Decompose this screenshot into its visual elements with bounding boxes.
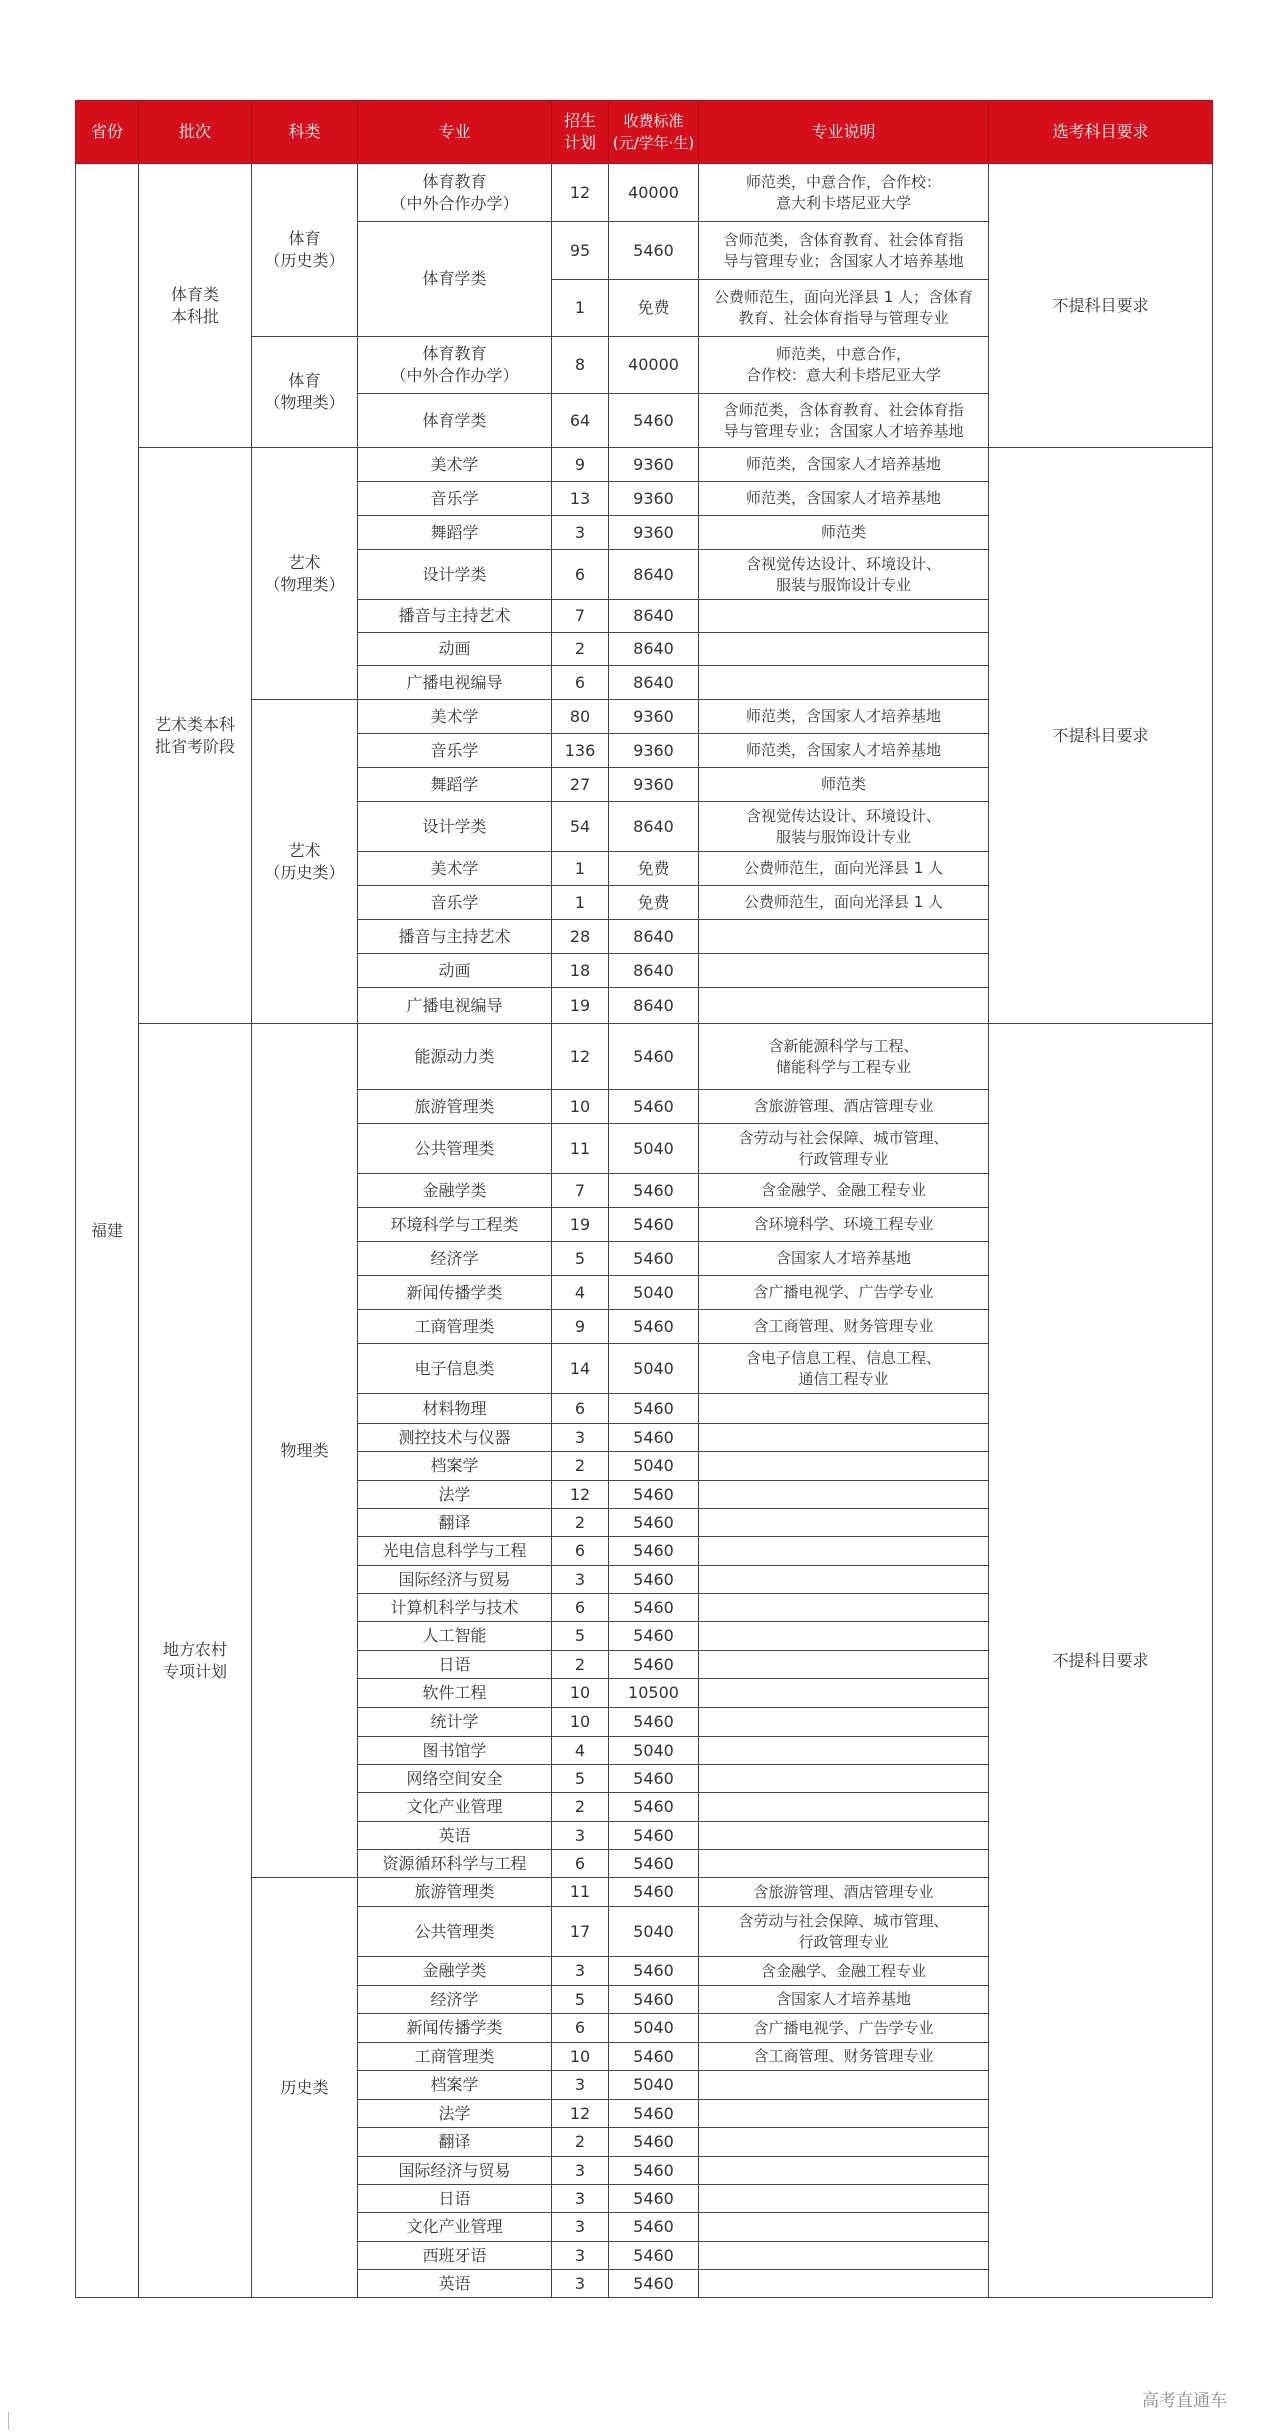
note-cell bbox=[699, 1509, 989, 1537]
fee-cell: 5040 bbox=[609, 1737, 699, 1765]
note-cell bbox=[699, 2128, 989, 2157]
plan-cell: 6 bbox=[552, 1537, 609, 1566]
note-cell: 含新能源科学与工程、 储能科学与工程专业 bbox=[699, 1024, 989, 1090]
category-cell: 历史类 bbox=[252, 1878, 358, 2298]
header-category: 科类 bbox=[252, 101, 358, 164]
fee-cell: 5460 bbox=[609, 2185, 699, 2213]
plan-cell: 54 bbox=[552, 802, 609, 852]
fee-cell: 5460 bbox=[609, 1622, 699, 1651]
note-cell bbox=[699, 1765, 989, 1793]
requirement-cell: 不提科目要求 bbox=[989, 448, 1213, 1024]
major-cell: 经济学 bbox=[358, 1986, 552, 2014]
fee-cell: 5460 bbox=[609, 1310, 699, 1344]
major-cell: 测控技术与仪器 bbox=[358, 1424, 552, 1452]
edge-mark bbox=[8, 2412, 9, 2430]
fee-cell: 8640 bbox=[609, 550, 699, 600]
plan-cell: 4 bbox=[552, 1737, 609, 1765]
fee-cell: 5040 bbox=[609, 2014, 699, 2043]
note-cell bbox=[699, 1737, 989, 1765]
plan-cell: 6 bbox=[552, 1594, 609, 1622]
plan-cell: 13 bbox=[552, 482, 609, 516]
major-cell: 广播电视编导 bbox=[358, 666, 552, 700]
major-cell: 设计学类 bbox=[358, 802, 552, 852]
plan-cell: 7 bbox=[552, 600, 609, 633]
plan-cell: 10 bbox=[552, 1090, 609, 1124]
note-cell bbox=[699, 2100, 989, 2128]
plan-cell: 12 bbox=[552, 1481, 609, 1509]
table-body bbox=[76, 164, 1213, 2298]
plan-cell: 12 bbox=[552, 164, 609, 222]
plan-cell: 2 bbox=[552, 633, 609, 666]
plan-cell: 9 bbox=[552, 448, 609, 482]
fee-cell: 8640 bbox=[609, 666, 699, 700]
major-cell: 光电信息科学与工程 bbox=[358, 1537, 552, 1566]
major-cell: 旅游管理类 bbox=[358, 1878, 552, 1907]
plan-cell: 136 bbox=[552, 734, 609, 768]
fee-cell: 5460 bbox=[609, 2270, 699, 2298]
fee-cell: 5460 bbox=[609, 2100, 699, 2128]
fee-cell: 5460 bbox=[609, 2213, 699, 2242]
plan-cell: 3 bbox=[552, 2213, 609, 2242]
plan-cell: 12 bbox=[552, 2100, 609, 2128]
major-cell: 英语 bbox=[358, 2270, 552, 2298]
major-cell: 音乐学 bbox=[358, 886, 552, 920]
header-requirement: 选考科目要求 bbox=[989, 101, 1213, 164]
plan-cell: 6 bbox=[552, 1394, 609, 1424]
note-cell bbox=[699, 1594, 989, 1622]
fee-cell: 5460 bbox=[609, 1481, 699, 1509]
plan-cell: 3 bbox=[552, 1957, 609, 1986]
major-cell: 体育教育 （中外合作办学） bbox=[358, 337, 552, 394]
major-cell: 翻译 bbox=[358, 2128, 552, 2157]
fee-cell: 5040 bbox=[609, 1907, 699, 1957]
plan-cell: 2 bbox=[552, 1509, 609, 1537]
major-cell: 经济学 bbox=[358, 1242, 552, 1276]
note-cell bbox=[699, 1679, 989, 1708]
note-cell: 含电子信息工程、信息工程、 通信工程专业 bbox=[699, 1344, 989, 1394]
plan-cell: 3 bbox=[552, 2242, 609, 2270]
major-cell: 文化产业管理 bbox=[358, 2213, 552, 2242]
note-cell: 含师范类，含体育教育、社会体育指 导与管理专业；含国家人才培养基地 bbox=[699, 222, 989, 280]
note-cell: 师范类，含国家人才培养基地 bbox=[699, 448, 989, 482]
major-cell: 能源动力类 bbox=[358, 1024, 552, 1090]
plan-cell: 5 bbox=[552, 1622, 609, 1651]
major-cell: 体育学类 bbox=[358, 222, 552, 337]
major-cell: 金融学类 bbox=[358, 1957, 552, 1986]
fee-cell: 8640 bbox=[609, 633, 699, 666]
major-cell: 舞蹈学 bbox=[358, 768, 552, 802]
plan-cell: 95 bbox=[552, 222, 609, 280]
fee-cell: 5460 bbox=[609, 1822, 699, 1850]
major-cell: 翻译 bbox=[358, 1509, 552, 1537]
note-cell bbox=[699, 920, 989, 954]
note-cell bbox=[699, 2213, 989, 2242]
plan-cell: 6 bbox=[552, 666, 609, 700]
plan-cell: 17 bbox=[552, 1907, 609, 1957]
plan-cell: 12 bbox=[552, 1024, 609, 1090]
note-cell bbox=[699, 2185, 989, 2213]
plan-cell: 3 bbox=[552, 2071, 609, 2100]
fee-cell: 5460 bbox=[609, 1765, 699, 1793]
major-cell: 国际经济与贸易 bbox=[358, 1566, 552, 1594]
fee-cell: 5460 bbox=[609, 1537, 699, 1566]
plan-cell: 3 bbox=[552, 1822, 609, 1850]
note-cell: 公费师范生，面向光泽县 1 人；含体育 教育、社会体育指导与管理专业 bbox=[699, 280, 989, 337]
fee-cell: 40000 bbox=[609, 337, 699, 394]
note-cell bbox=[699, 2242, 989, 2270]
major-cell: 音乐学 bbox=[358, 734, 552, 768]
fee-cell: 10500 bbox=[609, 1679, 699, 1708]
major-cell: 美术学 bbox=[358, 852, 552, 886]
plan-cell: 1 bbox=[552, 852, 609, 886]
major-cell: 英语 bbox=[358, 1822, 552, 1850]
table-row bbox=[76, 448, 1213, 482]
note-cell bbox=[699, 1537, 989, 1566]
note-cell: 含环境科学、环境工程专业 bbox=[699, 1208, 989, 1242]
category-cell: 艺术 （物理类） bbox=[252, 448, 358, 700]
plan-cell: 10 bbox=[552, 1679, 609, 1708]
note-cell: 含劳动与社会保障、城市管理、 行政管理专业 bbox=[699, 1907, 989, 1957]
note-cell bbox=[699, 1481, 989, 1509]
note-cell bbox=[699, 633, 989, 666]
major-cell: 国际经济与贸易 bbox=[358, 2157, 552, 2185]
major-cell: 舞蹈学 bbox=[358, 516, 552, 550]
plan-cell: 1 bbox=[552, 886, 609, 920]
batch-cell: 体育类 本科批 bbox=[139, 164, 252, 448]
major-cell: 体育学类 bbox=[358, 394, 552, 448]
plan-cell: 14 bbox=[552, 1344, 609, 1394]
note-cell: 师范类 bbox=[699, 516, 989, 550]
plan-cell: 2 bbox=[552, 1651, 609, 1679]
major-cell: 新闻传播学类 bbox=[358, 2014, 552, 2043]
fee-cell: 5460 bbox=[609, 1651, 699, 1679]
note-cell: 公费师范生，面向光泽县 1 人 bbox=[699, 852, 989, 886]
plan-cell: 3 bbox=[552, 2185, 609, 2213]
note-cell: 含劳动与社会保障、城市管理、 行政管理专业 bbox=[699, 1124, 989, 1174]
major-cell: 档案学 bbox=[358, 2071, 552, 2100]
major-cell: 电子信息类 bbox=[358, 1344, 552, 1394]
note-cell: 公费师范生，面向光泽县 1 人 bbox=[699, 886, 989, 920]
fee-cell: 5040 bbox=[609, 1124, 699, 1174]
plan-cell: 10 bbox=[552, 2043, 609, 2071]
major-cell: 美术学 bbox=[358, 700, 552, 734]
category-cell: 物理类 bbox=[252, 1024, 358, 1878]
note-cell: 含旅游管理、酒店管理专业 bbox=[699, 1090, 989, 1124]
plan-cell: 6 bbox=[552, 2014, 609, 2043]
fee-cell: 5460 bbox=[609, 1957, 699, 1986]
note-cell: 师范类，中意合作，合作校： 意大利卡塔尼亚大学 bbox=[699, 164, 989, 222]
major-cell: 公共管理类 bbox=[358, 1124, 552, 1174]
header-fee: 收费标准 (元/学年·生) bbox=[609, 101, 699, 164]
major-cell: 播音与主持艺术 bbox=[358, 600, 552, 633]
watermark: 高考直通车 bbox=[1142, 2391, 1227, 2411]
fee-cell: 9360 bbox=[609, 768, 699, 802]
major-cell: 法学 bbox=[358, 2100, 552, 2128]
batch-cell: 地方农村 专项计划 bbox=[139, 1024, 252, 2298]
plan-cell: 19 bbox=[552, 988, 609, 1024]
note-cell: 含国家人才培养基地 bbox=[699, 1242, 989, 1276]
header-note: 专业说明 bbox=[699, 101, 989, 164]
plan-cell: 2 bbox=[552, 2128, 609, 2157]
fee-cell: 8640 bbox=[609, 802, 699, 852]
fee-cell: 5460 bbox=[609, 1594, 699, 1622]
fee-cell: 免费 bbox=[609, 852, 699, 886]
major-cell: 人工智能 bbox=[358, 1622, 552, 1651]
fee-cell: 5460 bbox=[609, 1242, 699, 1276]
plan-cell: 10 bbox=[552, 1708, 609, 1737]
note-cell bbox=[699, 2270, 989, 2298]
major-cell: 设计学类 bbox=[358, 550, 552, 600]
fee-cell: 5460 bbox=[609, 2043, 699, 2071]
major-cell: 图书馆学 bbox=[358, 1737, 552, 1765]
fee-cell: 40000 bbox=[609, 164, 699, 222]
fee-cell: 5460 bbox=[609, 1986, 699, 2014]
note-cell: 师范类，含国家人才培养基地 bbox=[699, 700, 989, 734]
plan-cell: 6 bbox=[552, 550, 609, 600]
note-cell bbox=[699, 2157, 989, 2185]
major-cell: 公共管理类 bbox=[358, 1907, 552, 1957]
note-cell: 含旅游管理、酒店管理专业 bbox=[699, 1878, 989, 1907]
major-cell: 日语 bbox=[358, 2185, 552, 2213]
note-cell: 含广播电视学、广告学专业 bbox=[699, 2014, 989, 2043]
table-row bbox=[76, 164, 1213, 222]
category-cell: 艺术 （历史类） bbox=[252, 700, 358, 1024]
major-cell: 资源循环科学与工程 bbox=[358, 1850, 552, 1878]
plan-cell: 4 bbox=[552, 1276, 609, 1310]
note-cell: 师范类 bbox=[699, 768, 989, 802]
fee-cell: 5460 bbox=[609, 1509, 699, 1537]
major-cell: 广播电视编导 bbox=[358, 988, 552, 1024]
fee-cell: 5460 bbox=[609, 1708, 699, 1737]
plan-cell: 19 bbox=[552, 1208, 609, 1242]
plan-cell: 9 bbox=[552, 1310, 609, 1344]
note-cell bbox=[699, 1566, 989, 1594]
major-cell: 西班牙语 bbox=[358, 2242, 552, 2270]
note-cell bbox=[699, 988, 989, 1024]
major-cell: 计算机科学与技术 bbox=[358, 1594, 552, 1622]
header-plan: 招生 计划 bbox=[552, 101, 609, 164]
plan-cell: 11 bbox=[552, 1878, 609, 1907]
table-header-row bbox=[76, 101, 1213, 164]
major-cell: 动画 bbox=[358, 633, 552, 666]
fee-cell: 5460 bbox=[609, 1174, 699, 1208]
note-cell: 含金融学、金融工程专业 bbox=[699, 1957, 989, 1986]
header-major: 专业 bbox=[358, 101, 552, 164]
plan-cell: 2 bbox=[552, 1793, 609, 1822]
header-batch: 批次 bbox=[139, 101, 252, 164]
major-cell: 法学 bbox=[358, 1481, 552, 1509]
category-cell: 体育 （物理类） bbox=[252, 337, 358, 448]
batch-cell: 艺术类本科 批省考阶段 bbox=[139, 448, 252, 1024]
note-cell: 师范类，中意合作， 合作校：意大利卡塔尼亚大学 bbox=[699, 337, 989, 394]
requirement-cell: 不提科目要求 bbox=[989, 1024, 1213, 2298]
major-cell: 新闻传播学类 bbox=[358, 1276, 552, 1310]
plan-cell: 5 bbox=[552, 1242, 609, 1276]
plan-cell: 28 bbox=[552, 920, 609, 954]
major-cell: 工商管理类 bbox=[358, 2043, 552, 2071]
table-row bbox=[76, 1024, 1213, 1090]
plan-cell: 2 bbox=[552, 1452, 609, 1481]
note-cell bbox=[699, 1622, 989, 1651]
note-cell: 含广播电视学、广告学专业 bbox=[699, 1276, 989, 1310]
fee-cell: 5460 bbox=[609, 1793, 699, 1822]
plan-cell: 3 bbox=[552, 2157, 609, 2185]
major-cell: 环境科学与工程类 bbox=[358, 1208, 552, 1242]
plan-cell: 3 bbox=[552, 516, 609, 550]
plan-cell: 18 bbox=[552, 954, 609, 988]
plan-cell: 3 bbox=[552, 1566, 609, 1594]
plan-cell: 7 bbox=[552, 1174, 609, 1208]
fee-cell: 9360 bbox=[609, 516, 699, 550]
major-cell: 材料物理 bbox=[358, 1394, 552, 1424]
major-cell: 体育教育 （中外合作办学） bbox=[358, 164, 552, 222]
fee-cell: 9360 bbox=[609, 448, 699, 482]
fee-cell: 5460 bbox=[609, 1208, 699, 1242]
plan-cell: 11 bbox=[552, 1124, 609, 1174]
plan-cell: 80 bbox=[552, 700, 609, 734]
fee-cell: 5040 bbox=[609, 2071, 699, 2100]
note-cell bbox=[699, 1850, 989, 1878]
major-cell: 统计学 bbox=[358, 1708, 552, 1737]
fee-cell: 8640 bbox=[609, 988, 699, 1024]
note-cell bbox=[699, 1793, 989, 1822]
plan-cell: 5 bbox=[552, 1986, 609, 2014]
major-cell: 文化产业管理 bbox=[358, 1793, 552, 1822]
fee-cell: 5040 bbox=[609, 1344, 699, 1394]
fee-cell: 5460 bbox=[609, 394, 699, 448]
fee-cell: 5040 bbox=[609, 1452, 699, 1481]
major-cell: 播音与主持艺术 bbox=[358, 920, 552, 954]
major-cell: 工商管理类 bbox=[358, 1310, 552, 1344]
major-cell: 美术学 bbox=[358, 448, 552, 482]
major-cell: 动画 bbox=[358, 954, 552, 988]
plan-cell: 1 bbox=[552, 280, 609, 337]
admission-plan-table bbox=[75, 100, 1213, 2298]
fee-cell: 9360 bbox=[609, 482, 699, 516]
note-cell bbox=[699, 1708, 989, 1737]
fee-cell: 5460 bbox=[609, 222, 699, 280]
note-cell: 含视觉传达设计、环境设计、 服装与服饰设计专业 bbox=[699, 550, 989, 600]
plan-cell: 3 bbox=[552, 1424, 609, 1452]
note-cell bbox=[699, 954, 989, 988]
note-cell bbox=[699, 600, 989, 633]
fee-cell: 5460 bbox=[609, 2128, 699, 2157]
note-cell bbox=[699, 1822, 989, 1850]
plan-cell: 8 bbox=[552, 337, 609, 394]
major-cell: 档案学 bbox=[358, 1452, 552, 1481]
fee-cell: 5460 bbox=[609, 2157, 699, 2185]
note-cell: 含工商管理、财务管理专业 bbox=[699, 1310, 989, 1344]
fee-cell: 5460 bbox=[609, 1566, 699, 1594]
note-cell bbox=[699, 666, 989, 700]
major-cell: 网络空间安全 bbox=[358, 1765, 552, 1793]
requirement-cell: 不提科目要求 bbox=[989, 164, 1213, 448]
fee-cell: 免费 bbox=[609, 886, 699, 920]
fee-cell: 5460 bbox=[609, 1424, 699, 1452]
note-cell: 含工商管理、财务管理专业 bbox=[699, 2043, 989, 2071]
plan-cell: 5 bbox=[552, 1765, 609, 1793]
fee-cell: 5460 bbox=[609, 1394, 699, 1424]
note-cell bbox=[699, 1394, 989, 1424]
fee-cell: 5460 bbox=[609, 1878, 699, 1907]
header-province: 省份 bbox=[76, 101, 139, 164]
plan-cell: 3 bbox=[552, 2270, 609, 2298]
plan-cell: 27 bbox=[552, 768, 609, 802]
fee-cell: 9360 bbox=[609, 734, 699, 768]
note-cell: 师范类，含国家人才培养基地 bbox=[699, 734, 989, 768]
plan-cell: 64 bbox=[552, 394, 609, 448]
fee-cell: 5460 bbox=[609, 1090, 699, 1124]
note-cell bbox=[699, 1651, 989, 1679]
note-cell: 含师范类，含体育教育、社会体育指 导与管理专业；含国家人才培养基地 bbox=[699, 394, 989, 448]
note-cell bbox=[699, 1452, 989, 1481]
note-cell bbox=[699, 1424, 989, 1452]
fee-cell: 5040 bbox=[609, 1276, 699, 1310]
major-cell: 音乐学 bbox=[358, 482, 552, 516]
fee-cell: 8640 bbox=[609, 954, 699, 988]
fee-cell: 免费 bbox=[609, 280, 699, 337]
plan-cell: 6 bbox=[552, 1850, 609, 1878]
note-cell: 师范类，含国家人才培养基地 bbox=[699, 482, 989, 516]
fee-cell: 5460 bbox=[609, 2242, 699, 2270]
fee-cell: 9360 bbox=[609, 700, 699, 734]
major-cell: 金融学类 bbox=[358, 1174, 552, 1208]
major-cell: 软件工程 bbox=[358, 1679, 552, 1708]
fee-cell: 5460 bbox=[609, 1024, 699, 1090]
note-cell: 含国家人才培养基地 bbox=[699, 1986, 989, 2014]
fee-cell: 8640 bbox=[609, 920, 699, 954]
note-cell bbox=[699, 2071, 989, 2100]
province-cell: 福建 bbox=[76, 164, 139, 2298]
fee-cell: 5460 bbox=[609, 1850, 699, 1878]
fee-cell: 8640 bbox=[609, 600, 699, 633]
major-cell: 旅游管理类 bbox=[358, 1090, 552, 1124]
category-cell: 体育 （历史类） bbox=[252, 164, 358, 337]
major-cell: 日语 bbox=[358, 1651, 552, 1679]
note-cell: 含金融学、金融工程专业 bbox=[699, 1174, 989, 1208]
note-cell: 含视觉传达设计、环境设计、 服装与服饰设计专业 bbox=[699, 802, 989, 852]
